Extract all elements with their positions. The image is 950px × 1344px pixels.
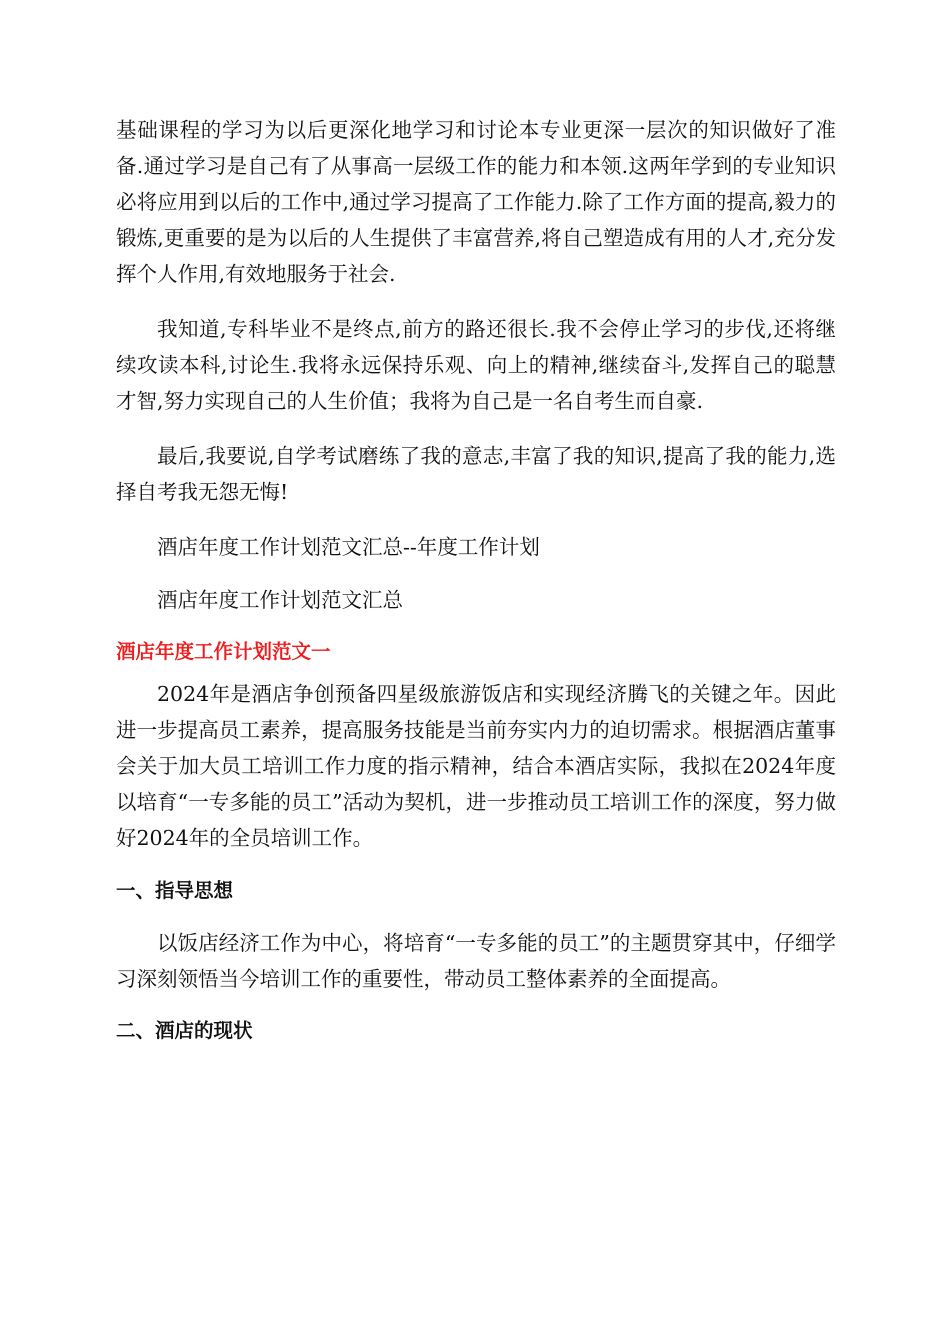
document-collection-title: 酒店年度工作计划范文汇总	[157, 588, 403, 612]
section-heading-guiding-ideology: 一、指导思想	[116, 879, 234, 902]
document-page	[116, 112, 836, 1065]
paragraph-conclusion: 最后,我要说,自学考试磨练了我的意志,丰富了我的知识,提高了我的能力,选择自考我无怨无悔!	[116, 444, 836, 504]
paragraph-guiding-ideology: 以饭店经济工作为中心，将培育“一专多能的员工”的主题贯穿其中，仔细学习深刻领悟当今培训工作的重要性，带动员工整体素养的全面提高。	[116, 931, 836, 991]
sample-title-heading: 酒店年度工作计划范文一	[116, 640, 331, 663]
section-heading-hotel-status: 二、酒店的现状	[116, 1019, 253, 1042]
document-subtitle: 酒店年度工作计划范文汇总--年度工作计划	[157, 535, 540, 559]
paragraph-intro: 2024年是酒店争创预备四星级旅游饭店和实现经济腾飞的关键之年。因此进一步提高员工素养，提高服务技能是当前夯实内力的迫切需求。根据酒店董事会关于加大员工培训工作力度的指示精神，结合本酒店实际，我拟在2024年度以培育“一专多能的员工”活动为契机，进一步推动员工培训工作的深度，努力做好2024年的全员培训工作。	[116, 682, 836, 850]
paragraph-future-plans: 我知道,专科毕业不是终点,前方的路还很长.我不会停止学习的步伐,还将继续攻读本科,讨论生.我将永远保持乐观、向上的精神,继续奋斗,发挥自己的聪慧才智,努力实现自己的人生价值；我将为自己是一名自考生而自豪.	[116, 317, 836, 413]
paragraph-study-summary: 基础课程的学习为以后更深化地学习和讨论本专业更深一层次的知识做好了准备.通过学习是自己有了从事高一层级工作的能力和本领.这两年学到的专业知识必将应用到以后的工作中,通过学习提高了工作能力.除了工作方面的提高,毅力的锻炼,更重要的是为以后的人生提供了丰富营养,将自己塑造成有用的人才,充分发挥个人作用,有效地服务于社会.	[116, 118, 836, 286]
